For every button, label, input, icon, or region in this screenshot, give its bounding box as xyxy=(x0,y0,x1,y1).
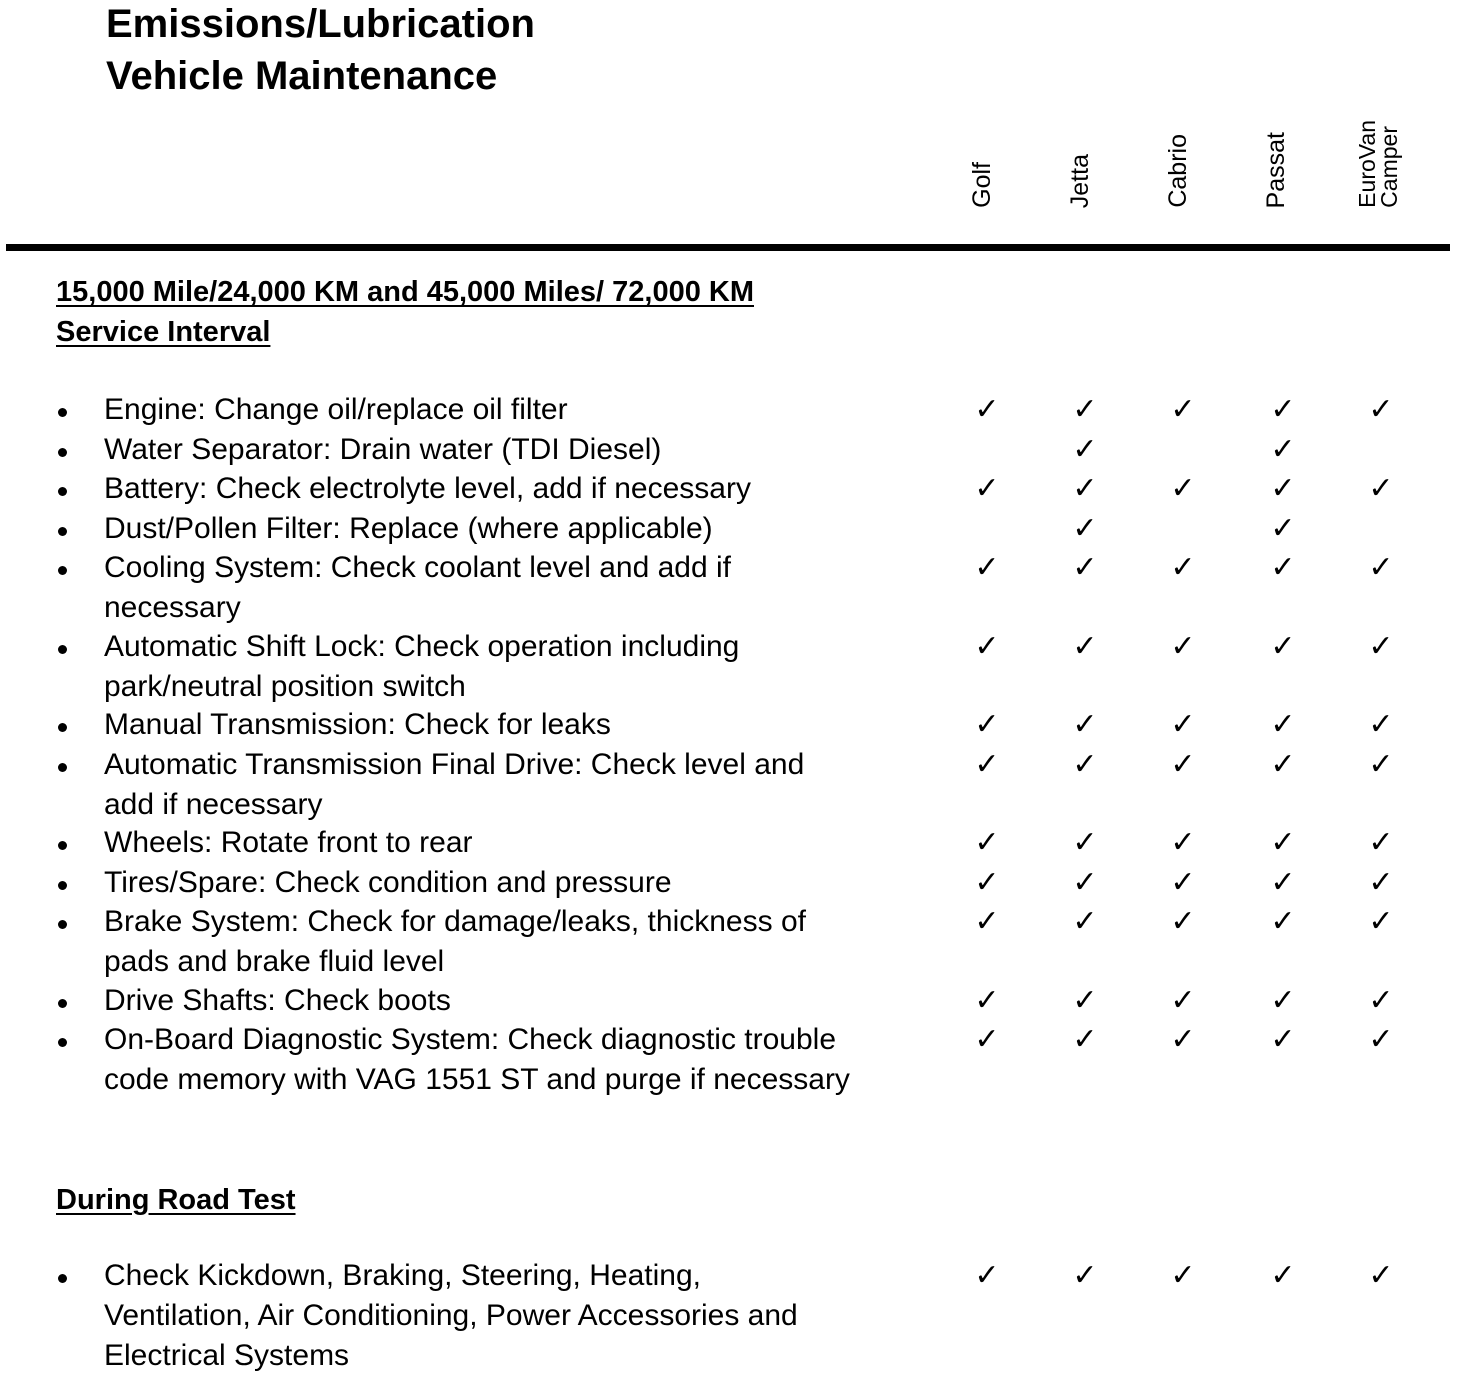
checkmark-icon-cabrio: ✓ xyxy=(1170,707,1196,742)
checkmark-icon-eurovan-camper: ✓ xyxy=(1368,1258,1394,1293)
list-item-text: Brake System: Check for damage/leaks, thickness of pads and brake fluid level xyxy=(104,905,806,978)
list-item-text: Engine: Change oil/replace oil filter xyxy=(104,393,568,426)
column-header-golf: Golf xyxy=(968,162,996,208)
checkmark-icon-eurovan-camper: ✓ xyxy=(1368,707,1394,742)
bullet-icon xyxy=(58,566,67,575)
column-header-jetta: Jetta xyxy=(1066,153,1094,208)
checkmark-icon-golf: ✓ xyxy=(974,550,1000,585)
bullet-icon xyxy=(58,999,67,1008)
page-title-line-1: Emissions/Lubrication xyxy=(106,2,535,46)
checkmark-icon-cabrio: ✓ xyxy=(1170,392,1196,427)
checkmark-icon-cabrio: ✓ xyxy=(1170,471,1196,506)
list-item-text: Water Separator: Drain water (TDI Diesel) xyxy=(104,432,662,466)
bullet-icon xyxy=(58,920,67,929)
checkmark-icon-cabrio: ✓ xyxy=(1170,746,1196,782)
checkmark-icon-passat: ✓ xyxy=(1270,510,1296,546)
checkmark-icon-golf: ✓ xyxy=(974,904,1000,939)
checkmark-icon-golf: ✓ xyxy=(974,707,1000,742)
checkmark-icon-cabrio: ✓ xyxy=(1170,904,1196,939)
header-divider-thick xyxy=(6,247,1450,251)
checkmark-icon-passat: ✓ xyxy=(1270,628,1296,664)
checkmark-icon-jetta: ✓ xyxy=(1072,392,1098,427)
column-header-passat: Passat xyxy=(1262,131,1290,208)
list-item-text: Automatic Shift Lock: Check operation including park/neutral position switch xyxy=(104,629,740,703)
checkmark-icon-jetta: ✓ xyxy=(1072,1258,1098,1293)
list-item-text: Drive Shafts: Check boots xyxy=(104,983,451,1017)
checkmark-icon-jetta: ✓ xyxy=(1072,707,1098,742)
checkmark-icon-passat: ✓ xyxy=(1270,392,1296,427)
checkmark-icon-cabrio: ✓ xyxy=(1170,550,1196,585)
list-item-text: Battery: Check electrolyte level, add if necessary xyxy=(104,472,751,505)
bullet-icon xyxy=(58,527,67,536)
list-item-text: On-Board Diagnostic System: Check diagnostic trouble code memory with VAG 1551 ST and purge if necessary xyxy=(104,1023,850,1096)
checkmark-icon-jetta: ✓ xyxy=(1072,550,1098,585)
checkmark-icon-golf: ✓ xyxy=(974,982,1000,1018)
bullet-icon xyxy=(58,841,67,850)
checkmark-icon-passat: ✓ xyxy=(1270,982,1296,1018)
checkmark-icon-jetta: ✓ xyxy=(1072,904,1098,939)
section-heading-road-test: During Road Test xyxy=(56,1184,296,1216)
bullet-icon xyxy=(58,1038,67,1047)
bullet-icon xyxy=(58,448,67,457)
checkmark-icon-jetta: ✓ xyxy=(1072,431,1098,467)
checkmark-icon-cabrio: ✓ xyxy=(1170,825,1196,860)
checkmark-icon-eurovan-camper: ✓ xyxy=(1368,746,1394,782)
checkmark-icon-golf: ✓ xyxy=(974,471,1000,506)
column-header-eurovan-camper: EuroVan Camper xyxy=(1354,120,1402,208)
checkmark-icon-jetta: ✓ xyxy=(1072,628,1098,664)
checkmark-icon-passat: ✓ xyxy=(1270,864,1296,900)
checkmark-icon-eurovan-camper: ✓ xyxy=(1368,392,1394,427)
list-item-text: Dust/Pollen Filter: Replace (where applicable) xyxy=(104,511,713,545)
checkmark-icon-golf: ✓ xyxy=(974,392,1000,427)
bullet-icon xyxy=(58,408,67,417)
bullet-icon xyxy=(58,723,67,732)
checkmark-icon-jetta: ✓ xyxy=(1072,825,1098,860)
page-title-line-2: Vehicle Maintenance xyxy=(106,54,498,98)
list-item-text: Automatic Transmission Final Drive: Check level and add if necessary xyxy=(104,747,805,821)
checkmark-icon-eurovan-camper: ✓ xyxy=(1368,471,1394,506)
bullet-icon xyxy=(58,763,67,772)
checkmark-icon-passat: ✓ xyxy=(1270,471,1296,506)
column-header-cabrio: Cabrio xyxy=(1164,134,1192,208)
checkmark-icon-passat: ✓ xyxy=(1270,1258,1296,1293)
checkmark-icon-passat: ✓ xyxy=(1270,825,1296,860)
checkmark-icon-passat: ✓ xyxy=(1270,746,1296,782)
checkmark-icon-golf: ✓ xyxy=(974,628,1000,664)
checkmark-icon-eurovan-camper: ✓ xyxy=(1368,1022,1394,1057)
list-item-text: Tires/Spare: Check condition and pressure xyxy=(104,865,672,899)
checkmark-icon-passat: ✓ xyxy=(1270,431,1296,467)
bullet-icon xyxy=(58,487,67,496)
checkmark-icon-golf: ✓ xyxy=(974,1258,1000,1293)
checkmark-icon-jetta: ✓ xyxy=(1072,982,1098,1018)
checkmark-icon-eurovan-camper: ✓ xyxy=(1368,982,1394,1018)
list-item-text: Wheels: Rotate front to rear xyxy=(104,826,473,859)
section-heading-service-interval: 15,000 Mile/24,000 KM and 45,000 Miles/ 72,000 KM Service Interval xyxy=(56,276,754,348)
checkmark-icon-eurovan-camper: ✓ xyxy=(1368,550,1394,585)
checkmark-icon-jetta: ✓ xyxy=(1072,471,1098,506)
checkmark-icon-golf: ✓ xyxy=(974,864,1000,900)
list-item-text: Check Kickdown, Braking, Steering, Heating, Ventilation, Air Conditioning, Power Accessories and Electrical Systems xyxy=(104,1259,798,1372)
checkmark-icon-jetta: ✓ xyxy=(1072,864,1098,900)
checkmark-icon-passat: ✓ xyxy=(1270,904,1296,939)
list-item-text: Cooling System: Check coolant level and add if necessary xyxy=(104,551,732,624)
checkmark-icon-cabrio: ✓ xyxy=(1170,628,1196,664)
checkmark-icon-jetta: ✓ xyxy=(1072,1022,1098,1057)
checkmark-icon-eurovan-camper: ✓ xyxy=(1368,628,1394,664)
list-item-text: Manual Transmission: Check for leaks xyxy=(104,708,611,741)
bullet-icon xyxy=(58,1274,67,1283)
bullet-icon xyxy=(58,881,67,890)
checkmark-icon-golf: ✓ xyxy=(974,746,1000,782)
checkmark-icon-cabrio: ✓ xyxy=(1170,1258,1196,1293)
checkmark-icon-golf: ✓ xyxy=(974,825,1000,860)
checkmark-icon-cabrio: ✓ xyxy=(1170,982,1196,1018)
checkmark-icon-jetta: ✓ xyxy=(1072,510,1098,546)
checkmark-icon-jetta: ✓ xyxy=(1072,746,1098,782)
checkmark-icon-passat: ✓ xyxy=(1270,550,1296,585)
bullet-icon xyxy=(58,645,67,654)
checkmark-icon-eurovan-camper: ✓ xyxy=(1368,864,1394,900)
checkmark-icon-eurovan-camper: ✓ xyxy=(1368,825,1394,860)
checkmark-icon-passat: ✓ xyxy=(1270,1022,1296,1057)
checkmark-icon-golf: ✓ xyxy=(974,1022,1000,1057)
checkmark-icon-cabrio: ✓ xyxy=(1170,1022,1196,1057)
checkmark-icon-passat: ✓ xyxy=(1270,707,1296,742)
checkmark-icon-eurovan-camper: ✓ xyxy=(1368,904,1394,939)
checkmark-icon-cabrio: ✓ xyxy=(1170,864,1196,900)
